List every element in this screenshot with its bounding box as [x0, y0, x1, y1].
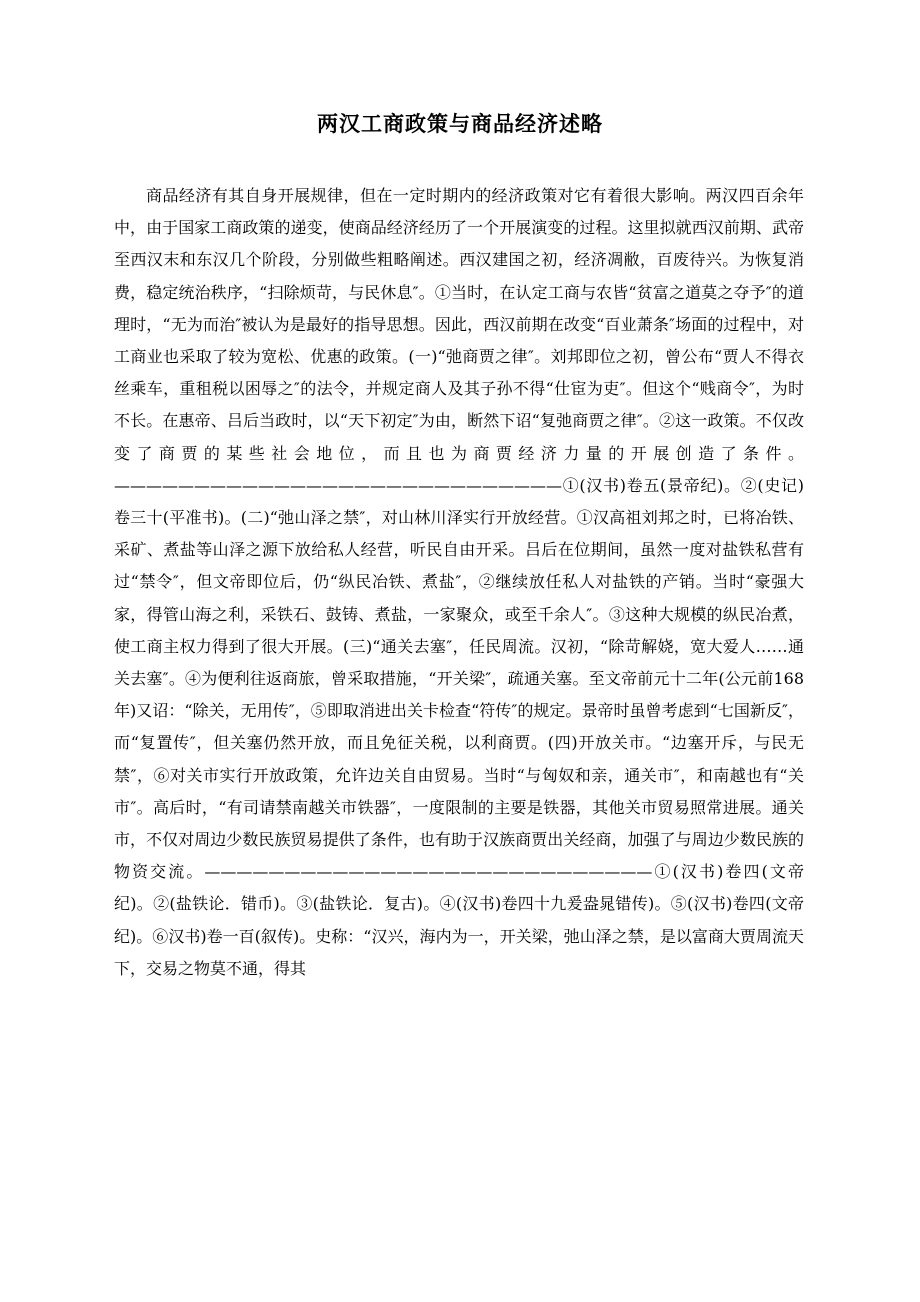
document-title: 两汉工商政策与商品经济述略 [317, 111, 603, 136]
document-body: 商品经济有其自身开展规律，但在一定时期内的经济政策对它有着很大影响。两汉四百余年中，由于国家工商政策的递变，使商品经济经历了一个开展演变的过程。这里拟就西汉前期、武帝至西汉末和东汉几个阶段，分别做些粗略阐述。西汉建国之初，经济凋敝，百废待兴。为恢复消费，稳定统治秩序，“扫除烦苛，与民休息″。①当时，在认定工商与农皆“贫富之道莫之夺予″的道理时，“无为而治″被认为是最好的指导思想。因此，西汉前期在改变“百业萧条″场面的过程中，对工商业也采取了较为宽松、优惠的政策。(一)“弛商贾之律″。刘邦即位之初，曾公布“贾人不得衣丝乘车，重租税以困辱之″的法令，并规定商人及其子孙不得“仕宦为吏″。但这个“贱商令″，为时不长。在惠帝、吕后当政时，以“天下初定″为由，断然下诏“复弛商贾之律″。②这一政策。不仅改变了商贾的某些社会地位，而且也为商贾经济力量的开展创造了条件。————————————————————————————①(汉书)卷五(景帝纪)。②(史记)卷三十(平准书)。(二)“弛山泽之禁″，对山林川泽实行开放经营。①汉高祖刘邦之时，已将冶铁、采矿、煮盐等山泽之源下放给私人经营，听民自由开采。吕后在位期间，虽然一度对盐铁私营有过“禁令″，但文帝即位后，仍“纵民冶铁、煮盐″，②继续放任私人对盐铁的产销。当时“豪强大家，得管山海之利，采铁石、鼓铸、煮盐，一家聚众，或至千余人″。③这种大规模的纵民冶煮，使工商主权力得到了很大开展。(三)“通关去塞″，任民周流。汉初，“除苛解娆，宽大爱人……通关去塞″。④为便利往返商旅，曾采取措施，“开关梁″，疏通关塞。至文帝前元十二年(公元前168年)又诏：“除关，无用传″，⑤即取消进出关卡检查“符传″的规定。景帝时虽曾考虑到“七国新反″，而“复置传″，但关塞仍然开放，而且免征关税，以利商贾。(四)开放关市。“边塞开斥，与民无禁″，⑥对关市实行开放政策，允许边关自由贸易。当时“与匈奴和亲，通关市″，和南越也有“关市″。高后时，“有司请禁南越关市铁器″，一度限制的主要是铁器，其他关市贸易照常进展。通关市，不仅对周边少数民族贸易提供了条件，也有助于汉族商贾出关经商，加强了与周边少数民族的物资交流。————————————————————————————①(汉书)卷四(文帝纪)。②(盐铁论．错币)。③(盐铁论．复古)。④(汉书)卷四十九爰盎晁错传)。⑤(汉书)卷四(文帝纪)。⑥汉书)卷一百(叙传)。史称：“汉兴，海内为一，开关梁，弛山泽之禁，是以富商大贾周流天下，交易之物莫不通，得其 [114, 186, 804, 978]
